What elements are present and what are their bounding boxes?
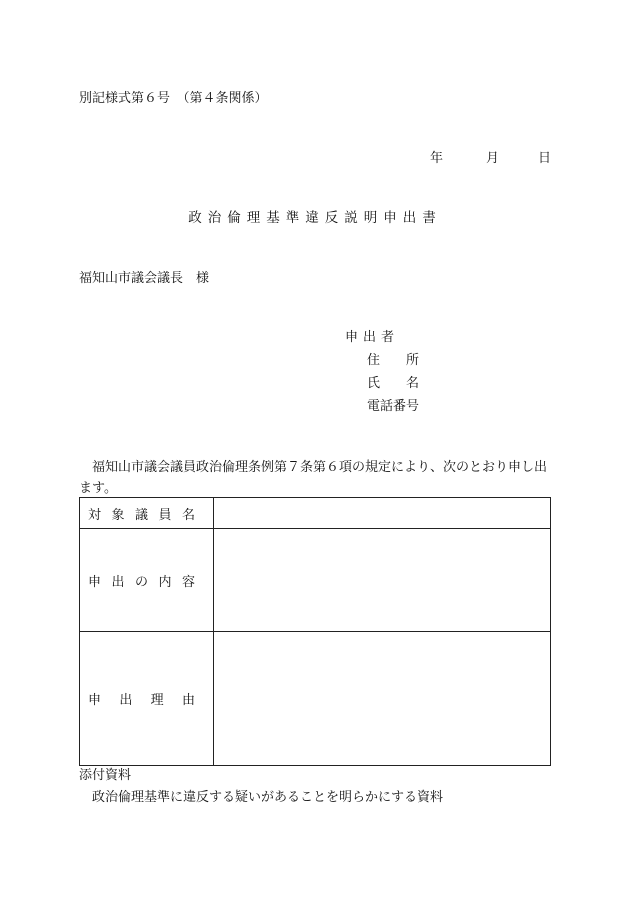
- target-member-label: 対 象 議 員 名: [80, 498, 214, 529]
- table-row-target-member: [80, 498, 551, 529]
- addressee: 福知山市議会議長 様: [79, 271, 210, 286]
- target-member-value[interactable]: [214, 498, 551, 529]
- attachments-text: 政治倫理基準に違反する疑いがあることを明らかにする資料: [92, 790, 444, 805]
- content-value[interactable]: [214, 529, 551, 632]
- applicant-address-label: 住 所: [367, 353, 420, 368]
- reason-value[interactable]: [214, 632, 551, 766]
- document-title: 政治倫理基準違反説明申出書: [188, 210, 442, 226]
- detail-table: [79, 497, 551, 766]
- date-month-label: 月: [486, 151, 500, 166]
- form-number: 別記様式第６号 （第４条関係）: [79, 91, 268, 106]
- reason-label: 申 出 理 由: [80, 632, 214, 766]
- table-row-content: [80, 529, 551, 632]
- date-day-label: 日: [538, 151, 552, 166]
- intro-text: 福知山市議会議員政治倫理条例第７条第６項の規定により、次のとおり申し出ます。: [79, 460, 548, 496]
- applicant-name-label: 氏 名: [367, 376, 420, 391]
- table-row-reason: [80, 632, 551, 766]
- attachments-heading: 添付資料: [79, 768, 132, 783]
- applicant-phone-label: 電話番号: [367, 399, 420, 414]
- date-year-label: 年: [430, 151, 444, 166]
- applicant-heading: 申出者: [345, 330, 400, 345]
- content-label: 申 出 の 内 容: [80, 529, 214, 632]
